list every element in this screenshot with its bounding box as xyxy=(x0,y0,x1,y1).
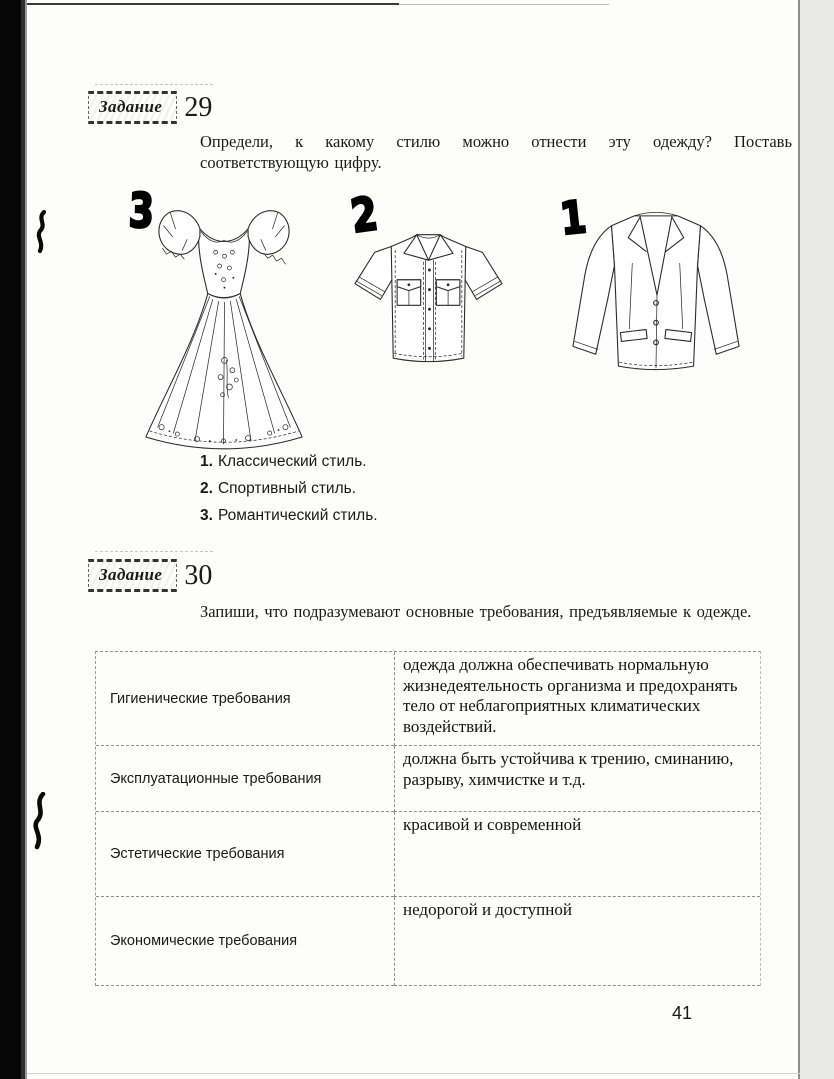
style-options-list xyxy=(200,448,378,529)
handwritten-answer-jacket: 1 xyxy=(557,191,589,246)
table-row-answer: красивой и современной xyxy=(394,812,760,897)
scan-edge-bottom xyxy=(27,1073,800,1074)
task-29-badge-label: Задание xyxy=(88,91,177,124)
style-option-label: Романтический стиль. xyxy=(217,507,378,524)
style-option xyxy=(200,502,378,529)
shirt-illustration xyxy=(345,221,512,368)
table-row-requirement: Экономические требования xyxy=(96,897,394,986)
scan-edge-top xyxy=(27,3,399,5)
shirt-figure xyxy=(345,221,512,373)
table-row-requirement: Эстетические требования xyxy=(96,812,394,897)
table-row-answer: одежда должна обеспечивать нормальную жизнедеятельность организма и предохранять тело от неблагоприятных климатических воздействий. xyxy=(394,652,760,746)
scan-edge-left xyxy=(0,0,27,1079)
task-30-instruction: Запиши, что подразумевают основные требования, предъявляемые к одежде. xyxy=(200,602,752,621)
handwritten-answer-shirt: 2 xyxy=(347,187,381,244)
style-option-label: Спортивный стиль. xyxy=(217,480,357,497)
dress-illustration xyxy=(138,195,310,453)
style-option-number: 3. xyxy=(200,507,213,524)
page-number: 41 xyxy=(672,1003,693,1023)
task-29-number: 29 xyxy=(184,92,213,123)
margin-ink-mark xyxy=(30,792,52,850)
jacket-figure xyxy=(563,206,749,384)
style-option-number: 2. xyxy=(200,480,213,497)
scan-noise xyxy=(95,551,213,552)
task-30-badge-label: Задание xyxy=(88,559,177,592)
table-row-answer: недорогой и доступной xyxy=(394,897,760,986)
scan-edge-top-light xyxy=(399,4,609,5)
task-30-number: 30 xyxy=(184,560,213,591)
style-option xyxy=(200,448,378,475)
scan-noise xyxy=(95,84,213,85)
dress-figure xyxy=(138,195,310,458)
style-option-number: 1. xyxy=(200,453,213,470)
handwritten-answer-dress: 3 xyxy=(127,183,155,240)
requirements-table xyxy=(95,651,761,986)
style-option xyxy=(200,475,378,502)
jacket-illustration xyxy=(563,206,749,379)
task-30-header xyxy=(88,559,212,592)
task-29-header xyxy=(88,91,212,124)
task-29-instruction: Определи, к какому стилю можно отнести эту одежду? Поставь соответствующую цифру. xyxy=(200,132,792,173)
table-row-answer: должна быть устойчива к трению, сминанию, разрыву, химчистке и т.д. xyxy=(394,746,760,812)
style-option-label: Классический стиль. xyxy=(217,453,367,470)
scan-edge-right-band xyxy=(800,0,834,1079)
table-row-requirement: Гигиенические требования xyxy=(96,652,394,746)
margin-ink-mark xyxy=(34,210,52,254)
table-row-requirement: Эксплуатационные требования xyxy=(96,746,394,812)
